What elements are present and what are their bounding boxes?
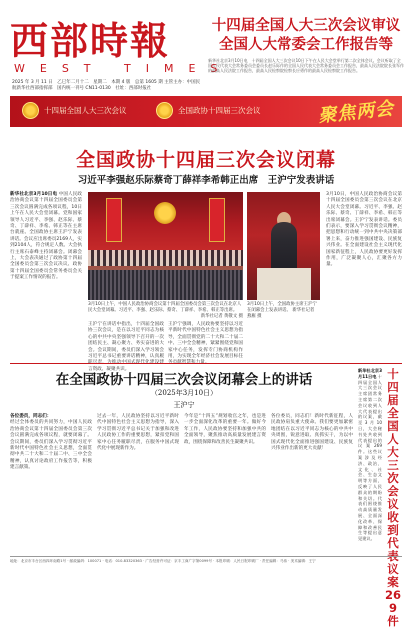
photo-caption-right <box>247 302 320 319</box>
photo-caption-left <box>88 302 243 319</box>
article-column-1-text: 中国人民政治协商会议第十四届全国委员会第三次会议圆满完成各项议程，10日上午在人民大会堂闭幕。党和国家领导人习近平、李强、赵乐际、蔡奇、丁薛祥、李希、韩正等在主席台就座。全国政协主席王沪宁发表讲话。会议应出席委员2169人，实到2104人，符合规定人数。大会执行主席石泰峰主持闭幕会。闭幕会上，大会表决通过了政协第十四届全国委员会第三次会议决议、政协第十四届全国委员会常务委员会关于提案工作情况的报告。 <box>10 192 82 281</box>
sidebar-vertical-headline: 十四届全国人大三次会议收到代表议案269件 <box>384 367 401 628</box>
speech-date: （2025年3月10日） <box>150 389 218 397</box>
article-column-2: 王沪宁在讲话中指出，十四届全国政协三次会议，是在以习近平同志为核心的中共中央坚强领导下召开的一次团结民主、凝心聚力、务实奋进的大会。会议期间，委员们深入学习领会习近平总书记重要讲话精神，认真履 言资政、凝聚共识。 <box>88 322 164 372</box>
article-dateline: 新华社北京3月10日电 <box>10 192 58 197</box>
photo-credit-left: 新华社记者 黄敬文 摄 <box>200 313 243 319</box>
podium <box>257 268 311 300</box>
newspaper-logo-sub: WEST TIMES <box>14 62 233 75</box>
cppcc-emblem-icon <box>156 102 173 119</box>
article-column-1 <box>10 192 82 360</box>
audience-crowd <box>88 270 243 300</box>
banner-calligraphy: 聚焦两会 <box>317 98 396 127</box>
sidebar-text: 十四届全国人大三次会议主席团常务主席第二次会议收到人大代表提出的议案，截至3月10日，大会秘书处共收到代表提出的议案269件。这些议案涉及经济、政治、文化、社会、生态文明等方面，反映了人民群众的期盼和关切。代表们围绕推动高质量发展、全面深化改革、保障和改善民生等提出意见建议。 <box>358 373 382 542</box>
article-column-4: 3月10日，中国人民政治协商会议第十四届全国委员会第三次会议在北京人民大会堂闭幕。习近平、李强、赵乐际、蔡奇、丁薛祥、李希、韩正等出席闭幕会。王沪宁发表讲话。委员们表示，要深入学习贯彻会议精神，把思想和行动统一到中共中央决策部署上来，奋力推进强国建设、民族复兴伟业。在全面建设社会主义现代化国家新征程上，人民政协要更好发挥作用，广泛凝聚人心，汇聚各方力量。 <box>326 192 402 268</box>
page-footer: 地址：北京市丰台区西四环南路1号 · 邮政编码：100071 · 电话：010-83320363 · 广告经营许可证：京丰工商广字第0099号 · 本报印刷：人民日报印刷厂 · 责任编辑：马伟 · 美术编辑：王宁 <box>10 556 402 564</box>
speech-title: 在全国政协十四届三次会议闭幕会上的讲话 <box>55 372 313 388</box>
closing-ceremony-photo <box>88 192 243 300</box>
top-headline: 十四届全国人大三次会议审议 全国人大常委会工作报告等 <box>211 18 401 53</box>
npc-emblem-icon <box>22 102 39 119</box>
two-sessions-banner <box>10 96 402 127</box>
speech-column-3: 今年是“十四五”规划收官之年，也是进一步全面深化改革的重要一年。做好今年工作，人民政协要坚持和加强中共的全面领导，聚焦推动高质量发展建言资政，围绕保障和改善民生凝聚共识。 <box>184 414 266 445</box>
speech-column-2: 过去一年，人民政协坚持以习近平新时代中国特色社会主义思想为指导，深入学习贯彻习近平总书记关于加强和改进人民政协工作的重要思想，紧扣党和国家中心任务履职尽责，在服务中国式现代化中展现新作为。 <box>97 414 179 452</box>
banner-label-npc: 十四届全国人大三次会议 <box>44 106 127 115</box>
main-subheadline: 习近平李强赵乐际蔡奇丁薛祥李希韩正出席 王沪宁发表讲话 <box>77 175 335 186</box>
presidium-stage <box>88 250 243 266</box>
speech-author: 王沪宁 <box>173 401 195 409</box>
masthead <box>0 0 410 96</box>
red-flag-left <box>106 198 122 242</box>
speech-column-4: 各位委员，同志们！新时代新征程，人民政协肩负重大使命。我们要更加紧密地团结在以习近平同志为核心的中共中央周围，锐意进取、真抓实干，为以中国式现代化全面推进强国建设、民族复兴伟业作出新的更大贡献！ <box>271 414 353 452</box>
article-column-3: 王沪宁强调，人民政协要坚持以习近平新时代中国特色社会主义思想为指导，全面贯彻党的二十大和二十届二中、三中全会精神，紧紧围绕党和国家中心任务，发挥专门协商机构作用，为实现全年经济社会发展目标任 <box>168 322 243 360</box>
speech-column-1-text: 经过全体委员的共同努力，中国人民政治协商会议第十四届全国委员会第三次会议圆满完成各项议程，就要闭幕了。会议期间，委员们深入学习贯彻习近平新时代中国特色社会主义思想，全面贯彻中共二十大和二十届二中、三中全会精神，认真讨论政府工作报告等，积极建言献策。 <box>10 420 92 471</box>
sidebar-dateline: 新华社北京3月11日电 <box>358 368 382 379</box>
newspaper-logo: 西部時報 <box>10 18 171 63</box>
top-headline-blurb: 新华社北京3月10日电 十四届全国人大三次会议10日下午在人民大会堂举行第二次全体会议。会议听取了全国人民代表大会常务委员会委员长赵乐际作的全国人民代表大会常务委员会工作报告，最高人民法院院长张军作的最高人民法院工作报告，最高人民检察院检察长应勇作的最高人民检察院工作报告。 <box>208 58 404 74</box>
photo-caption-right-text: 3月10日上午，全国政协主席王沪宁在闭幕会上发表讲话。 <box>247 302 317 313</box>
sidebar-article <box>358 368 382 552</box>
photo-caption-left-text: 3月10日上午，中国人民政治协商会议第十四届全国委员会第三次会议在北京人民大会堂闭幕。习近平、李强、赵乐际、蔡奇、丁薛祥、李希、韩正等出席。 <box>88 302 242 313</box>
national-emblem-icon <box>154 202 176 224</box>
speech-greeting: 各位委员，同志们： <box>10 414 52 419</box>
speech-column-1 <box>10 414 92 552</box>
issue-info: 2025 年 3 月 11 日 乙巳年二月十二 星期二 本期 4 版 总第 1605 期 主管主办：中国民航新华社西部指挥部 国内统一刊号 CN11-0130 社址：西部时报社 <box>12 80 201 91</box>
speaker-photo <box>247 192 320 300</box>
banner-label-cppcc: 全国政协十四届三次会议 <box>178 106 261 115</box>
main-headline: 全国政协十四届三次会议闭幕 <box>75 149 336 171</box>
photo-credit-right: 新华社记者 燕雁 摄 <box>247 307 315 319</box>
section-divider <box>10 363 402 364</box>
red-flag-right <box>209 198 225 242</box>
